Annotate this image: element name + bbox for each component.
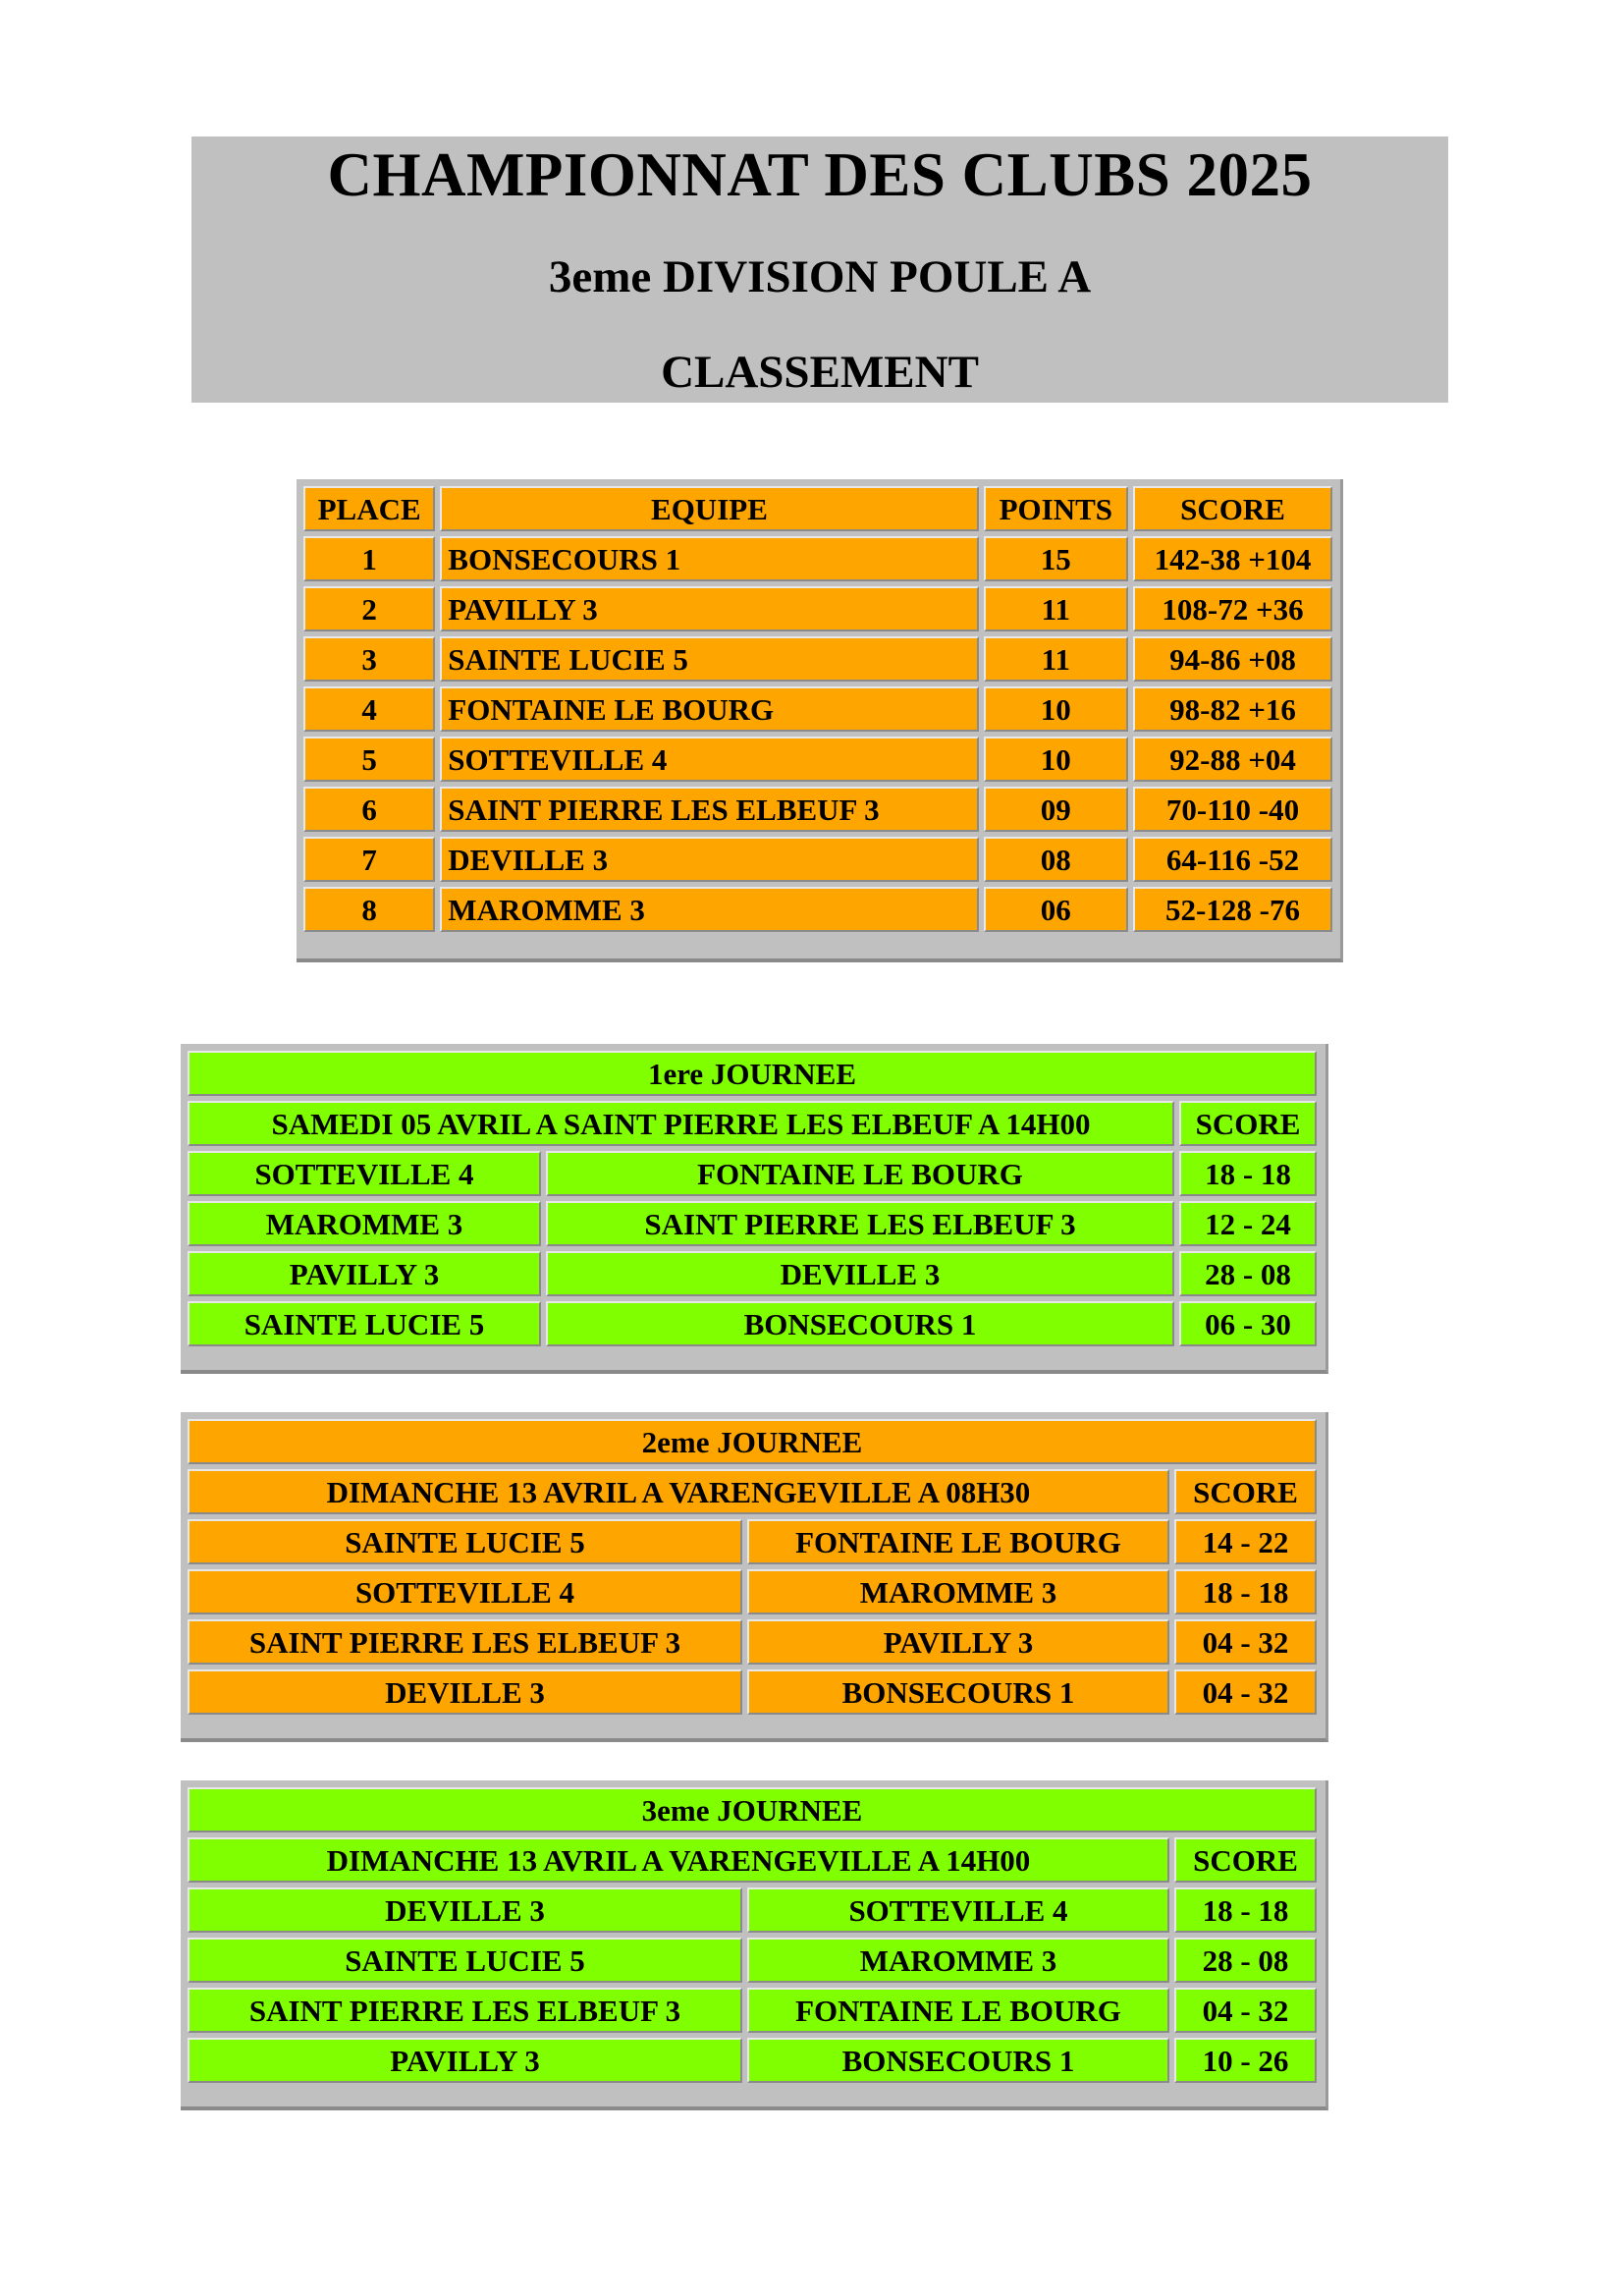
table-row: [303, 787, 1332, 832]
score-cell: 92-88 +04: [1133, 737, 1332, 782]
match-score: 18 - 18: [1179, 1151, 1317, 1196]
place-cell: 2: [303, 586, 435, 631]
match-row: [188, 1887, 1317, 1933]
match-row: [188, 2038, 1317, 2083]
standings-table: [297, 479, 1343, 962]
points-cell: 06: [984, 887, 1128, 932]
match-score: 06 - 30: [1179, 1301, 1317, 1346]
home-team: SAINTE LUCIE 5: [188, 1938, 742, 1983]
away-team: MAROMME 3: [747, 1938, 1169, 1983]
match-row: [188, 1201, 1317, 1246]
away-team: FONTAINE LE BOURG: [747, 1519, 1169, 1564]
journee-3-table: [181, 1780, 1328, 2110]
score-cell: 94-86 +08: [1133, 636, 1332, 682]
home-team: SAINTE LUCIE 5: [188, 1301, 541, 1346]
team-cell: SAINT PIERRE LES ELBEUF 3: [440, 787, 978, 832]
score-header: SCORE: [1174, 1469, 1317, 1514]
journee-info-row: [188, 1837, 1317, 1883]
home-team: SAINTE LUCIE 5: [188, 1519, 742, 1564]
table-row: [303, 737, 1332, 782]
match-score: 04 - 32: [1174, 1619, 1317, 1665]
table-row: [303, 686, 1332, 732]
table-row: [303, 586, 1332, 631]
match-score: 14 - 22: [1174, 1519, 1317, 1564]
match-row: [188, 1251, 1317, 1296]
score-header: SCORE: [1174, 1837, 1317, 1883]
points-cell: 11: [984, 636, 1128, 682]
match-score: 12 - 24: [1179, 1201, 1317, 1246]
away-team: BONSECOURS 1: [546, 1301, 1174, 1346]
score-cell: 52-128 -76: [1133, 887, 1332, 932]
journee-info-row: [188, 1101, 1317, 1146]
table-row: [303, 636, 1332, 682]
away-team: DEVILLE 3: [546, 1251, 1174, 1296]
match-score: 04 - 32: [1174, 1669, 1317, 1715]
score-cell: 98-82 +16: [1133, 686, 1332, 732]
match-score: 04 - 32: [1174, 1988, 1317, 2033]
team-cell: BONSECOURS 1: [440, 536, 978, 581]
journee-1-table: [181, 1044, 1328, 1374]
away-team: SOTTEVILLE 4: [747, 1887, 1169, 1933]
journee-title-row: [188, 1787, 1317, 1832]
home-team: SOTTEVILLE 4: [188, 1569, 742, 1614]
journee-title: 2eme JOURNEE: [188, 1419, 1317, 1464]
points-cell: 10: [984, 686, 1128, 732]
team-cell: MAROMME 3: [440, 887, 978, 932]
team-cell: SAINTE LUCIE 5: [440, 636, 978, 682]
home-team: PAVILLY 3: [188, 1251, 541, 1296]
home-team: PAVILLY 3: [188, 2038, 742, 2083]
column-header: POINTS: [984, 486, 1128, 531]
team-cell: DEVILLE 3: [440, 837, 978, 882]
section-title: CLASSEMENT: [661, 347, 979, 398]
points-cell: 15: [984, 536, 1128, 581]
away-team: PAVILLY 3: [747, 1619, 1169, 1665]
match-row: [188, 1151, 1317, 1196]
away-team: BONSECOURS 1: [747, 1669, 1169, 1715]
home-team: DEVILLE 3: [188, 1669, 742, 1715]
match-row: [188, 1938, 1317, 1983]
standings-header-row: [303, 486, 1332, 531]
team-cell: FONTAINE LE BOURG: [440, 686, 978, 732]
score-cell: 142-38 +104: [1133, 536, 1332, 581]
points-cell: 08: [984, 837, 1128, 882]
home-team: MAROMME 3: [188, 1201, 541, 1246]
home-team: DEVILLE 3: [188, 1887, 742, 1933]
column-header: EQUIPE: [440, 486, 978, 531]
match-score: 10 - 26: [1174, 2038, 1317, 2083]
place-cell: 4: [303, 686, 435, 732]
match-row: [188, 1301, 1317, 1346]
journee-title-row: [188, 1051, 1317, 1096]
journee-info: SAMEDI 05 AVRIL A SAINT PIERRE LES ELBEUF A 14H00: [188, 1101, 1174, 1146]
home-team: SAINT PIERRE LES ELBEUF 3: [188, 1619, 742, 1665]
team-cell: SOTTEVILLE 4: [440, 737, 978, 782]
journee-info: DIMANCHE 13 AVRIL A VARENGEVILLE A 08H30: [188, 1469, 1169, 1514]
away-team: FONTAINE LE BOURG: [546, 1151, 1174, 1196]
place-cell: 8: [303, 887, 435, 932]
score-cell: 108-72 +36: [1133, 586, 1332, 631]
match-row: [188, 1619, 1317, 1665]
place-cell: 6: [303, 787, 435, 832]
score-header: SCORE: [1179, 1101, 1317, 1146]
match-score: 28 - 08: [1174, 1938, 1317, 1983]
away-team: FONTAINE LE BOURG: [747, 1988, 1169, 2033]
match-score: 28 - 08: [1179, 1251, 1317, 1296]
journee-info: DIMANCHE 13 AVRIL A VARENGEVILLE A 14H00: [188, 1837, 1169, 1883]
table-row: [303, 887, 1332, 932]
journee-info-row: [188, 1469, 1317, 1514]
team-cell: PAVILLY 3: [440, 586, 978, 631]
column-header: SCORE: [1133, 486, 1332, 531]
home-team: SOTTEVILLE 4: [188, 1151, 541, 1196]
away-team: SAINT PIERRE LES ELBEUF 3: [546, 1201, 1174, 1246]
away-team: MAROMME 3: [747, 1569, 1169, 1614]
home-team: SAINT PIERRE LES ELBEUF 3: [188, 1988, 742, 2033]
points-cell: 10: [984, 737, 1128, 782]
place-cell: 7: [303, 837, 435, 882]
column-header: PLACE: [303, 486, 435, 531]
place-cell: 1: [303, 536, 435, 581]
match-score: 18 - 18: [1174, 1887, 1317, 1933]
journee-title: 1ere JOURNEE: [188, 1051, 1317, 1096]
match-row: [188, 1569, 1317, 1614]
page-title: CHAMPIONNAT DES CLUBS 2025: [327, 140, 1313, 209]
points-cell: 11: [984, 586, 1128, 631]
score-cell: 70-110 -40: [1133, 787, 1332, 832]
table-row: [303, 837, 1332, 882]
match-score: 18 - 18: [1174, 1569, 1317, 1614]
journee-title-row: [188, 1419, 1317, 1464]
place-cell: 3: [303, 636, 435, 682]
journee-title: 3eme JOURNEE: [188, 1787, 1317, 1832]
table-row: [303, 536, 1332, 581]
division-subtitle: 3eme DIVISION POULE A: [548, 251, 1092, 302]
score-cell: 64-116 -52: [1133, 837, 1332, 882]
place-cell: 5: [303, 737, 435, 782]
match-row: [188, 1519, 1317, 1564]
match-row: [188, 1669, 1317, 1715]
points-cell: 09: [984, 787, 1128, 832]
page-header: [191, 137, 1448, 403]
away-team: BONSECOURS 1: [747, 2038, 1169, 2083]
journee-2-table: [181, 1412, 1328, 1742]
match-row: [188, 1988, 1317, 2033]
